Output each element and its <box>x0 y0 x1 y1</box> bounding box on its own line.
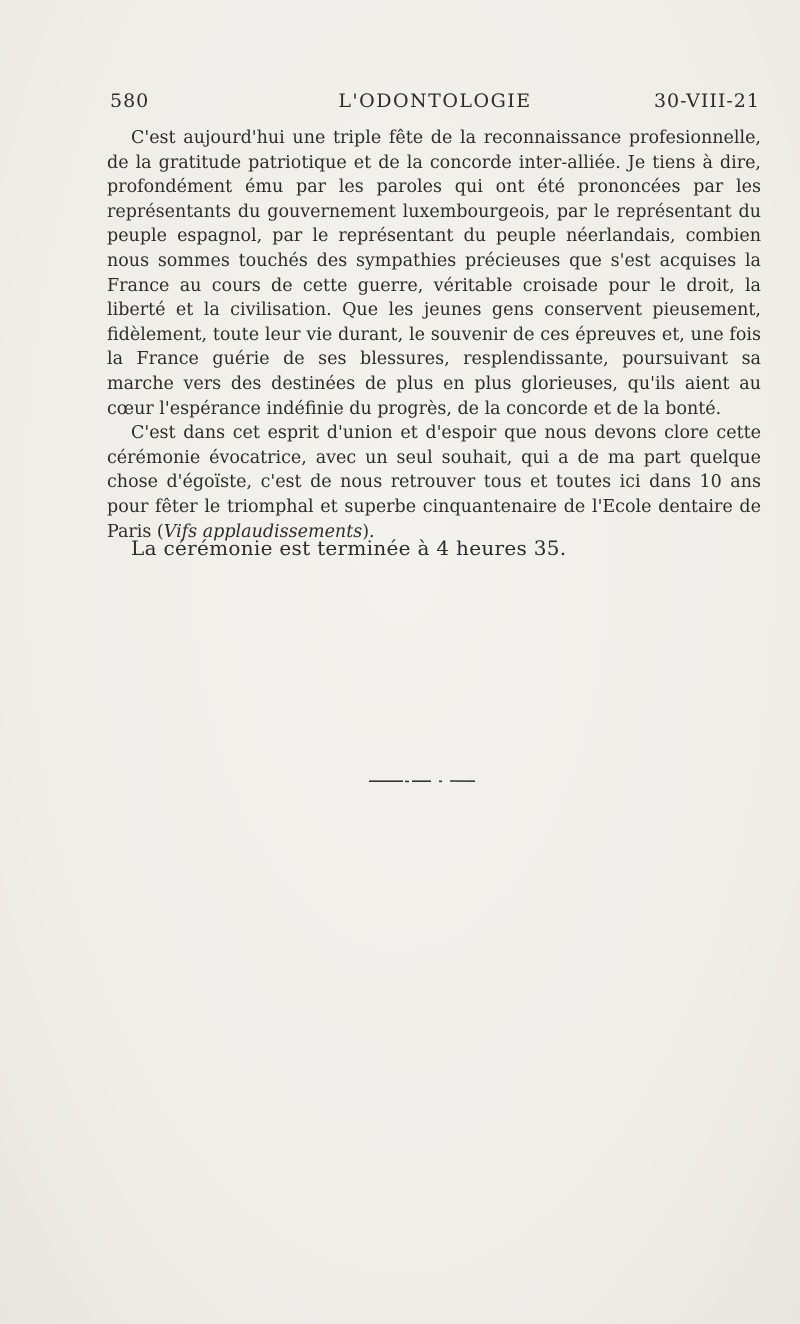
paragraph-2-text: C'est dans cet esprit d'union et d'espoir que nous devons clore cette cérémonie évocatrice, avec un seul souhait, qui a de ma part quelque chose d'égoïste, c'est de nous retrouver tous et toutes ici dans 10 ans pour fêter le triomphal et superbe cinquantenaire de l'Ecole dentaire de Paris ( <box>107 423 761 542</box>
applause-note: Vifs applaudissements <box>163 521 363 542</box>
closing-line: La cérémonie est terminée à 4 heures 35. <box>131 536 567 560</box>
running-header <box>110 90 760 116</box>
section-divider-rule <box>369 779 475 783</box>
page-number: 580 <box>110 90 150 112</box>
paragraph-1: C'est aujourd'hui une triple fête de la reconnaissance profesionnelle, de la gratitude patriotique et de la concorde inter-alliée. Je tiens à dire, profondément ému par les paroles qui ont été prononcées par les représentants du gouvernement luxembourgeois, par le représentant du peuple espagnol, par le représentant du peuple néerlandais, combien nous sommes touchés des sympathies précieuses que s'est acquises la France au cours de cette guerre, véritable croisade pour le droit, la liberté et la civilisation. Que les jeunes gens conservent pieusement, fidèlement, toute leur vie durant, le souvenir de ces épreuves et, une fois la France guérie de ses blessures, resplendissante, poursuivant sa marche vers des destinées de plus en plus glorieuses, qu'ils aient au cœur l'espérance indéfinie du progrès, de la concorde et de la bonté. <box>107 128 761 419</box>
paragraph-2 <box>107 421 761 544</box>
issue-date: 30-VIII-21 <box>653 90 760 112</box>
paragraph-2-end: ). <box>362 521 375 542</box>
article-body <box>107 126 761 544</box>
journal-title: L'ODONTOLOGIE <box>338 90 532 112</box>
